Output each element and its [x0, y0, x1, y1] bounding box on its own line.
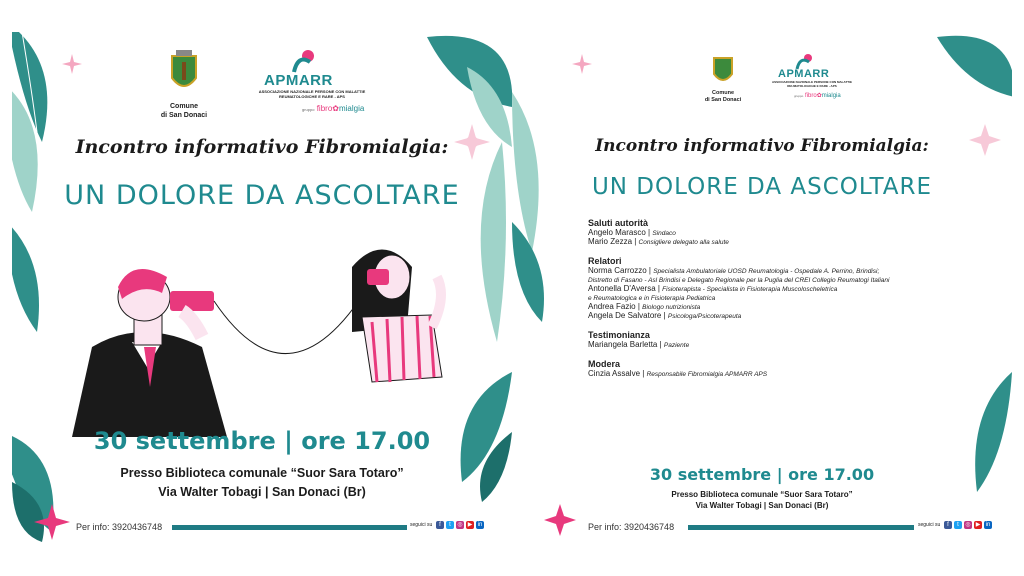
fibromialgia-logo: gruppo fibro✿mialgia: [302, 104, 365, 113]
mialgia-text: mialgia: [821, 93, 841, 99]
apmarr-subtitle: [762, 80, 862, 88]
fibromialgia-logo: gruppo fibro✿mialgia: [794, 93, 841, 99]
instagram-icon[interactable]: ◎: [965, 522, 971, 528]
event-venue: Presso Biblioteca comunale “Suor Sara Totaro”: [120, 466, 404, 480]
person-row: Mario Zezza | Consigliere delegato alla salute: [588, 237, 729, 246]
person-row: Mariangela Barletta | Paziente: [588, 340, 690, 349]
event-date-time: [12, 427, 512, 455]
mialgia-text: mialgia: [338, 104, 365, 113]
section-heading-saluti: Saluti autorità: [588, 218, 649, 228]
event-time: ore 17.00: [301, 427, 431, 455]
separator: |: [284, 427, 293, 455]
social-icons: [436, 521, 484, 529]
comune-label: [152, 102, 216, 120]
linkedin-icon[interactable]: in: [477, 522, 483, 528]
person-row-continued: e Reumatologica e in Fisioterapia Pediatrica: [588, 295, 716, 302]
section-heading-testimonianza: Testimonianza: [588, 330, 650, 340]
comune-label: [698, 90, 748, 104]
person-row: Angelo Marasco | Sindaco: [588, 228, 676, 237]
facebook-icon[interactable]: f: [944, 521, 952, 529]
apmarr-sub2: REUMATOLOGICHE E RARE - APS: [787, 84, 837, 88]
apmarr-logo-text: APMARR: [264, 72, 333, 89]
info-phone: Per info: 3920436748: [588, 522, 675, 532]
follow-label: seguici su: [918, 522, 941, 528]
leaf-decoration-icon: [512, 222, 552, 322]
event-title: Incontro informativo Fibromialgia:: [75, 136, 449, 158]
coat-of-arms-icon: [164, 48, 204, 98]
program: [588, 218, 988, 378]
leaf-decoration-icon: [462, 142, 512, 342]
apmarr-sub2: REUMATOLOGICHE E RARE - APS: [279, 94, 345, 99]
gruppo-text: gruppo: [302, 107, 315, 112]
address-street: Via Walter Tobagi: [158, 485, 262, 499]
comune-line1: Comune: [712, 90, 734, 96]
twitter-icon[interactable]: t: [446, 521, 454, 529]
flower-icon: [572, 54, 592, 74]
leaf-decoration-icon: [927, 32, 1012, 127]
illustration-tin-can-phone: [52, 237, 452, 437]
person-row: Andrea Fazio | Biologo nutrizionista: [588, 302, 701, 311]
apmarr-sub1: ASSOCIAZIONE NAZIONALE PERSONE CON MALATTIE: [772, 80, 852, 84]
flower-icon: [32, 502, 72, 542]
apmarr-logo-text: APMARR: [778, 68, 830, 80]
youtube-icon[interactable]: ▶: [467, 522, 473, 528]
left-poster: [12, 32, 512, 544]
facebook-icon[interactable]: f: [436, 521, 444, 529]
person-row-continued: Distretto di Fasano - Asl Brindisi e Delegato Regionale per la Puglia del CREI Collegio Reumatogi Italiani: [588, 277, 890, 284]
coat-of-arms-icon: [708, 52, 738, 88]
apmarr-subtitle: [242, 89, 382, 99]
person-row: Norma Carrozzo | Specialista Ambulatoriale UOSD Reumatologia - Ospedale A. Perrino, Brindisi;: [588, 266, 880, 275]
event-date-time: [512, 465, 1012, 484]
footer-bar: [172, 525, 407, 530]
linkedin-icon[interactable]: in: [985, 522, 991, 528]
event-title: Incontro informativo Fibromialgia:: [595, 136, 929, 156]
social-icons: [944, 521, 992, 529]
event-subtitle: UN DOLORE DA ASCOLTARE: [591, 174, 933, 200]
event-subtitle: UN DOLORE DA ASCOLTARE: [64, 180, 460, 211]
event-date: 30 settembre: [93, 427, 276, 455]
fibro-text: fibro: [316, 104, 333, 113]
address-city: San Donaci (Br): [271, 485, 366, 499]
right-poster: [512, 32, 1012, 544]
comune-line2: di San Donaci: [704, 97, 742, 103]
event-venue: Presso Biblioteca comunale “Suor Sara Totaro”: [671, 490, 853, 499]
comune-line2: di San Donaci: [160, 112, 208, 119]
person-row: Antonella D'Aversa | Fisioterapista - Specialista in Fisioterapia Muscoloscheletrica: [588, 284, 838, 293]
footer-bar: [688, 525, 914, 530]
person-row: Angela De Salvatore | Psicologa/Psicoterapeuta: [588, 311, 742, 320]
section-heading-relatori: Relatori: [588, 256, 622, 266]
apmarr-logo-icon: [290, 48, 320, 74]
info-phone: Per info: 3920436748: [76, 522, 163, 532]
address-city: San Donaci (Br): [768, 501, 829, 510]
fibro-text: fibro: [805, 93, 817, 99]
flower-icon: [62, 54, 82, 74]
follow-label: seguici su: [410, 522, 433, 528]
event-date: 30 settembre: [649, 465, 772, 484]
twitter-icon[interactable]: t: [954, 521, 962, 529]
instagram-icon[interactable]: ◎: [457, 522, 463, 528]
leaf-decoration-icon: [12, 222, 47, 332]
event-time: ore 17.00: [788, 465, 875, 484]
youtube-icon[interactable]: ▶: [975, 522, 981, 528]
section-heading-modera: Modera: [588, 359, 621, 369]
person-row: Cinzia Assalve | Responsabile Fibromialgia APMARR APS: [588, 369, 768, 378]
apmarr-sub1: ASSOCIAZIONE NAZIONALE PERSONE CON MALATTIE: [258, 89, 366, 94]
gruppo-text: gruppo: [794, 94, 804, 98]
separator: |: [776, 465, 783, 484]
address-street: Via Walter Tobagi: [695, 501, 762, 510]
event-address: Via Walter Tobagi | San Donaci (Br): [158, 485, 366, 499]
comune-line1: Comune: [170, 103, 198, 110]
event-address: Via Walter Tobagi | San Donaci (Br): [695, 501, 829, 510]
